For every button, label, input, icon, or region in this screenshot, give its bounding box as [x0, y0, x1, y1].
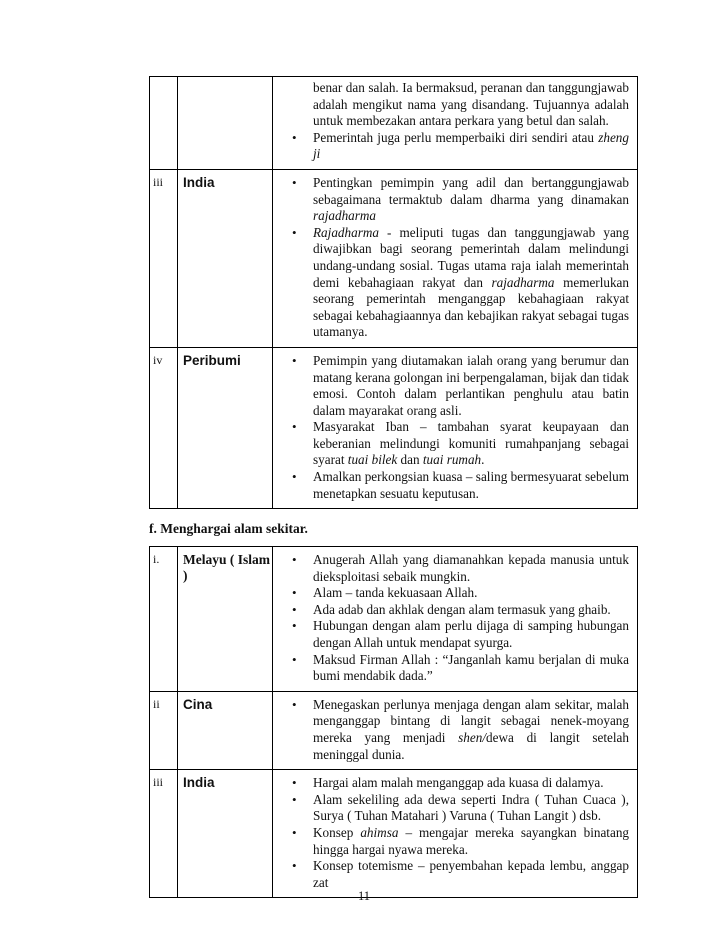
list-item: • Hubungan dengan alam perlu dijaga di samping hubungan dengan Allah untuk mendapat syurga.	[276, 618, 629, 651]
list-item: • Alam – tanda kekuasaan Allah.	[276, 585, 629, 602]
values-table-environment	[149, 546, 638, 898]
list-item: • Hargai alam malah menganggap ada kuasa di dalamya.	[276, 775, 629, 792]
table-row	[150, 691, 638, 769]
row-number	[150, 77, 178, 170]
row-group	[178, 77, 273, 170]
list-item: • Menegaskan perlunya menjaga dengan alam sekitar, malah menganggap bintang di langit sebagai nenek-moyang mereka yang menjadi shen/dewa di langit setelah meninggal dunia.	[276, 697, 629, 763]
list-item: • Masyarakat Iban – tambahan syarat keupayaan dan keberanian melindungi komuniti rumahpanjang sebagai syarat tuai bilek dan tuai rumah.	[276, 419, 629, 469]
values-table-leadership	[149, 76, 638, 509]
list-item: • Amalkan perkongsian kuasa – saling bermesyuarat sebelum menetapkan sesuatu keputusan.	[276, 469, 629, 502]
list-item: • Maksud Firman Allah : “Janganlah kamu berjalan di muka bumi mendabik dada.”	[276, 652, 629, 685]
list-item: • Pentingkan pemimpin yang adil dan bertanggungjawab sebagaimana termaktub dalam dharma yang dinamakan rajadharma	[276, 175, 629, 225]
row-number: iii	[150, 169, 178, 347]
table-row	[150, 77, 638, 170]
list-item: • Pemerintah juga perlu memperbaiki diri sendiri atau zheng ji	[276, 130, 629, 163]
row-group: India	[178, 770, 273, 898]
list-item: • Rajadharma - meliputi tugas dan tanggungjawab yang diwajibkan bagi seorang pemerintah dalam melindungi undang-undang sosial. Tugas utama raja ialah memerintah demi kebahagiaan rakyat dan rajadharma memerlukan seorang pemerintah menganggap kebahagiaan rakyat sebagai kebahagiaannya dan kebajikan rakyat sebagai tugas utamanya.	[276, 225, 629, 341]
row-content	[273, 169, 638, 347]
page-number: 11	[357, 889, 371, 903]
row-content	[273, 691, 638, 769]
list-item: • Konsep totemisme – penyembahan kepada lembu, anggap zat	[276, 858, 629, 891]
list-item: • Pemimpin yang diutamakan ialah orang yang berumur dan matang kerana golongan ini berpengalaman, bijak dan tidak emosi. Contoh dalam perlantikan penghulu atau batin dalam mayarakat orang asli.	[276, 353, 629, 419]
table-row	[150, 347, 638, 508]
table-row	[150, 169, 638, 347]
section-heading: f. Menghargai alam sekitar.	[149, 521, 308, 536]
table-row	[150, 770, 638, 898]
row-content	[273, 347, 638, 508]
list-item: • Konsep ahimsa – mengajar mereka sayangkan binatang hingga hargai nyawa mereka.	[276, 825, 629, 858]
row-number: i.	[150, 547, 178, 692]
list-item: • Alam sekeliling ada dewa seperti Indra ( Tuhan Cuaca ), Surya ( Tuhan Matahari ) Varuna ( Tuhan Langit ) dsb.	[276, 792, 629, 825]
row-number: ii	[150, 691, 178, 769]
table-row	[150, 547, 638, 692]
list-item: • Anugerah Allah yang diamanahkan kepada manusia untuk dieksploitasi sebaik mungkin.	[276, 552, 629, 585]
row-group: Melayu ( Islam )	[178, 547, 273, 692]
row-content	[273, 770, 638, 898]
list-item: benar dan salah. Ia bermaksud, peranan dan tanggungjawab adalah mengikut nama yang disandang. Tujuannya adalah untuk membezakan antara perkara yang betul dan salah.	[313, 80, 629, 129]
row-group: India	[178, 169, 273, 347]
row-number: iii	[150, 770, 178, 898]
row-number: iv	[150, 347, 178, 508]
row-content	[273, 547, 638, 692]
row-content	[273, 77, 638, 170]
row-group: Peribumi	[178, 347, 273, 508]
list-item: • Ada adab dan akhlak dengan alam termasuk yang ghaib.	[276, 602, 629, 619]
row-group: Cina	[178, 691, 273, 769]
